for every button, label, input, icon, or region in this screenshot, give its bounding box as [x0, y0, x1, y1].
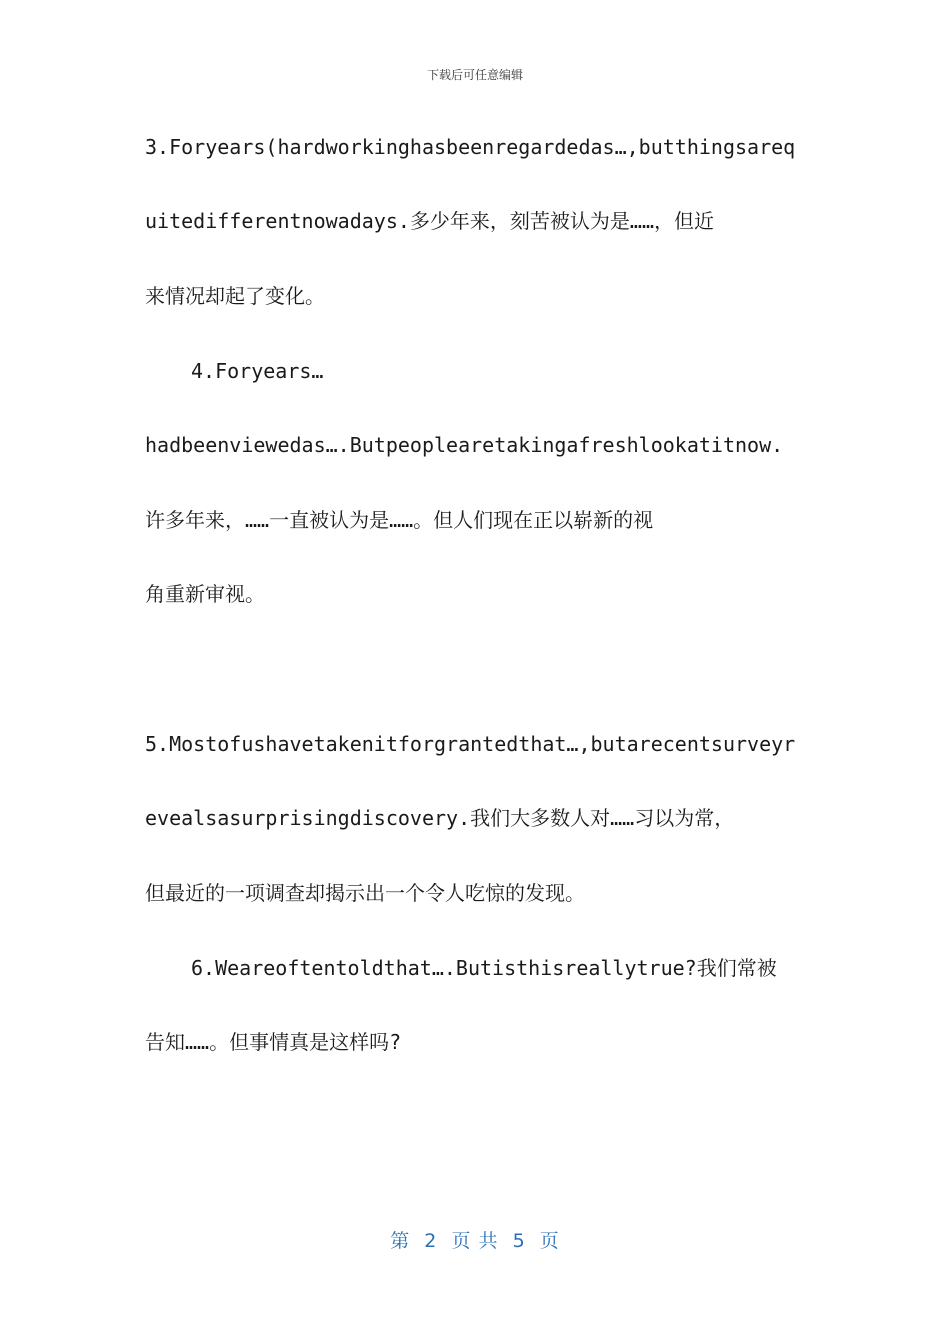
page-number-footer: 第 2 页 共 5 页 [390, 1230, 560, 1252]
text-line: 角重新审视。 [145, 582, 265, 606]
text-line: 许多年来，……一直被认为是……。但人们现在正以崭新的视 [145, 508, 654, 532]
text-line: 6.Weareoftentoldthat….Butisthisreallytrue?我们常被 [191, 956, 777, 980]
text-line: uitedifferentnowadays.多少年来，刻苦被认为是……，但近 [145, 209, 714, 233]
text-line: 3.Foryears(hardworkinghasbeenregardedas…,butthingsareq [145, 135, 796, 159]
text-line: evealsasurprisingdiscovery.我们大多数人对……习以为常， [145, 806, 735, 830]
text-line: 告知……。但事情真是这样吗? [145, 1030, 402, 1054]
page-header: 下载后可任意编辑 [426, 68, 523, 82]
text-line: 来情况却起了变化。 [145, 284, 325, 308]
text-line: hadbeenviewedas….Butpeoplearetakingafreshlookatitnow. [145, 433, 784, 457]
text-line: 5.Mostofushavetakenitforgrantedthat…,butarecentsurveyr [145, 732, 796, 756]
text-line: 但最近的一项调查却揭示出一个令人吃惊的发现。 [145, 881, 585, 905]
text-line: 4.Foryears… [191, 359, 324, 383]
